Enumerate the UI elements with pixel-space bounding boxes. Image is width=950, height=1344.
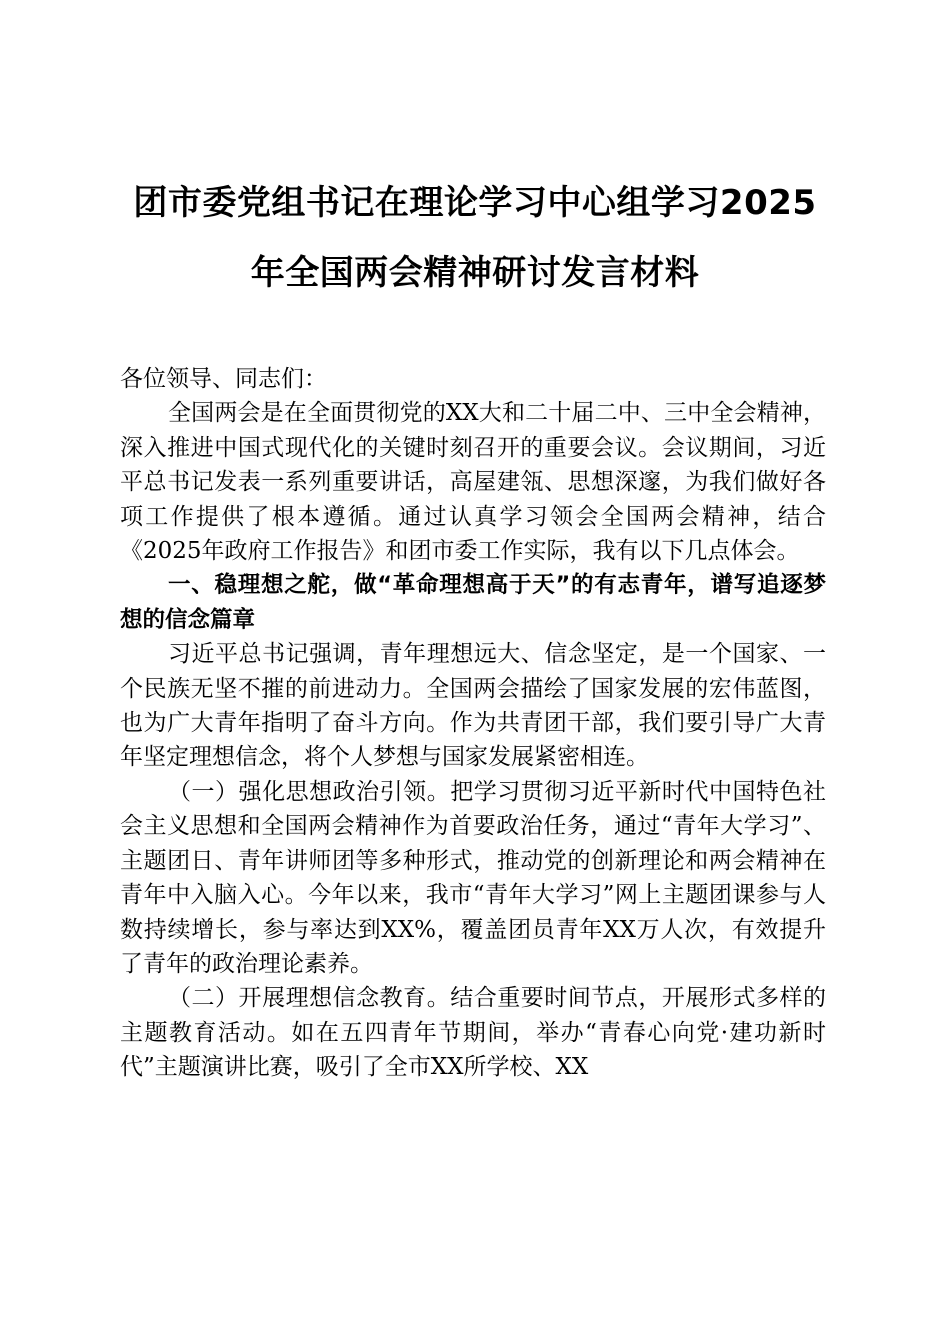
subsection-1-body: 把学习贯彻习近平新时代中国特色社会主义思想和全国两会精神作为首要政治任务，通过“青年大学习”、主题团日、青年讲师团等多种形式，推动党的创新理论和两会精神在青年中入脑入心。今年以来，我市“青年大学习”网上主题团课参与人数持续增长，参与率达到XX%，覆盖团员青年XX万人次，有效提升了青年的政治理论素养。 — [120, 778, 827, 977]
subsection-1-lead: （一）强化思想政治引领。 — [168, 778, 451, 805]
document-body — [120, 362, 826, 1085]
subsection-2-lead: （二）开展理想信念教育。 — [168, 985, 451, 1012]
salutation: 各位领导、同志们： — [120, 366, 327, 392]
subsection-1-paragraph — [120, 775, 826, 981]
title-line-1: 团市委党组书记在理论学习中心组学习2025 — [133, 183, 817, 223]
intro-paragraph: 全国两会是在全面贯彻党的XX大和二十届二中、三中全会精神，深入推进中国式现代化的关键时刻召开的重要会议。会议期间，习近平总书记发表一系列重要讲话，高屋建瓴、思想深邃，为我们做好各项工作提供了根本遵循。通过认真学习领会全国两会精神，结合《2025年政府工作报告》和团市委工作实际，我有以下几点体会。 — [120, 400, 826, 565]
subsection-2-paragraph — [120, 981, 826, 1084]
section-1-paragraph: 习近平总书记强调，青年理想远大、信念坚定，是一个国家、一个民族无坚不摧的前进动力。全国两会描绘了国家发展的宏伟蓝图，也为广大青年指明了奋斗方向。作为共青团干部，我们要引导广大青年坚定理想信念，将个人梦想与国家发展紧密相连。 — [120, 641, 826, 771]
document-title — [0, 168, 950, 308]
subsection-2-body: 结合重要时间节点，开展形式多样的主题教育活动。如在五四青年节期间，举办“青春心向党·建功新时代”主题演讲比赛，吸引了全市XX所学校、XX — [120, 985, 827, 1081]
section-1-heading: 一、稳理想之舵，做“革命理想高于天”的有志青年，谱写追逐梦想的信念篇章 — [120, 572, 826, 633]
title-line-2: 年全国两会精神研讨发言材料 — [250, 253, 700, 293]
